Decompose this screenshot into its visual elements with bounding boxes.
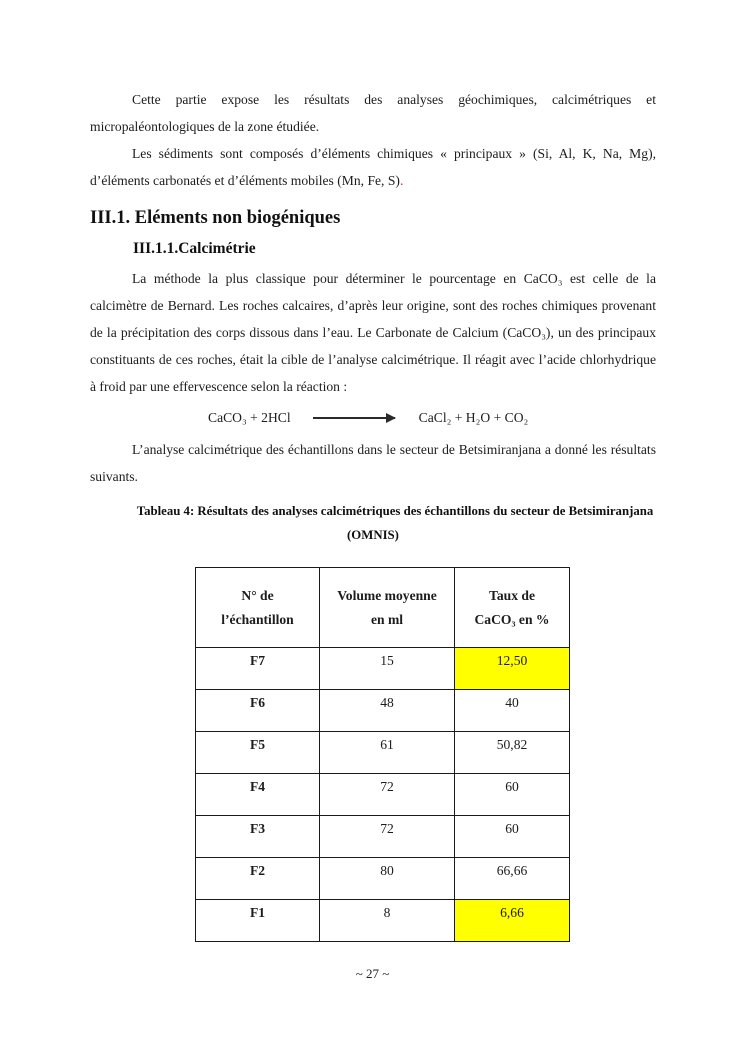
table-row (196, 648, 570, 690)
paragraph-sediments-text: Les sédiments sont composés d’éléments chimiques « principaux » (Si, Al, K, Na, Mg), d’éléments carbonatés et d’éléments mobiles (Mn, Fe, S) (90, 146, 656, 188)
paragraph-results: L’analyse calcimétrique des échantillons dans le secteur de Betsimiranjana a donné les résultats suivants. (90, 442, 656, 484)
paragraph-intro: Cette partie expose les résultats des analyses géochimiques, calcimétriques et micropaléontologiques de la zone étudiée. (90, 92, 656, 134)
taux-cell-highlighted: 6,66 (455, 900, 570, 942)
taux-cell: 50,82 (455, 732, 570, 774)
sample-id-cell: F1 (196, 900, 320, 942)
reaction-arrow-icon (313, 417, 395, 419)
taux-cell-highlighted: 12,50 (455, 648, 570, 690)
sample-id-cell: F2 (196, 858, 320, 900)
volume-cell: 15 (320, 648, 455, 690)
paragraph-method: La méthode la plus classique pour déterminer le pourcentage en CaCO₃ est celle de la calcimètre de Bernard. Les roches calcaires, d’après leur origine, sont des roches chimiques provenant de la précipitation des corps dissous dans l’eau. Le Carbonate de Calcium (CaCO₃), un des principaux constituants de ces roches, était la cible de l’analyse calcimétrique. Il réagit avec l’acide chlorhydrique à froid par une effervescence selon la réaction : (90, 271, 656, 394)
table-row (196, 858, 570, 900)
table-row (196, 690, 570, 732)
column-header-sample (196, 568, 320, 648)
table-row (196, 774, 570, 816)
table-row (196, 732, 570, 774)
taux-cell: 40 (455, 690, 570, 732)
column-header-taux-line1: Taux de (489, 587, 535, 603)
column-header-sample-line2: l’échantillon (221, 611, 294, 627)
page-number: ~ 27 ~ (355, 966, 390, 981)
calcimetry-results-table (195, 567, 570, 942)
red-period: . (399, 173, 404, 188)
taux-cell: 60 (455, 816, 570, 858)
column-header-volume (320, 568, 455, 648)
sample-id-cell: F3 (196, 816, 320, 858)
taux-cell: 60 (455, 774, 570, 816)
column-header-taux-line2: CaCO₃ en % (474, 611, 550, 627)
column-header-taux (455, 568, 570, 648)
sample-id-cell: F4 (196, 774, 320, 816)
column-header-volume-line2: en ml (370, 611, 404, 627)
equation-left-side: CaCO₃ + 2HCl (208, 410, 291, 425)
equation-right-side: CaCl₂ + H₂O + CO₂ (418, 410, 529, 425)
volume-cell: 72 (320, 816, 455, 858)
chemical-equation (208, 406, 656, 430)
table-caption-line1: Tableau 4: Résultats des analyses calcimétriques des échantillons du secteur de Betsimiranjana (136, 504, 654, 518)
volume-cell: 80 (320, 858, 455, 900)
table-header-row (196, 568, 570, 648)
column-header-volume-line1: Volume moyenne (337, 587, 437, 603)
page-content (90, 86, 656, 942)
volume-cell: 8 (320, 900, 455, 942)
table-row (196, 816, 570, 858)
volume-cell: 48 (320, 690, 455, 732)
sample-id-cell: F7 (196, 648, 320, 690)
taux-cell: 66,66 (455, 858, 570, 900)
table-caption (90, 499, 656, 547)
table-row (196, 900, 570, 942)
paragraph-sediments (90, 140, 656, 194)
subsection-heading: III.1.1.Calcimétrie (133, 240, 256, 257)
column-header-sample-line1: N° de (241, 587, 274, 603)
sample-id-cell: F6 (196, 690, 320, 732)
table-caption-line2: (OMNIS) (347, 528, 399, 542)
volume-cell: 61 (320, 732, 455, 774)
volume-cell: 72 (320, 774, 455, 816)
section-heading: III.1. Eléments non biogéniques (90, 208, 341, 228)
sample-id-cell: F5 (196, 732, 320, 774)
